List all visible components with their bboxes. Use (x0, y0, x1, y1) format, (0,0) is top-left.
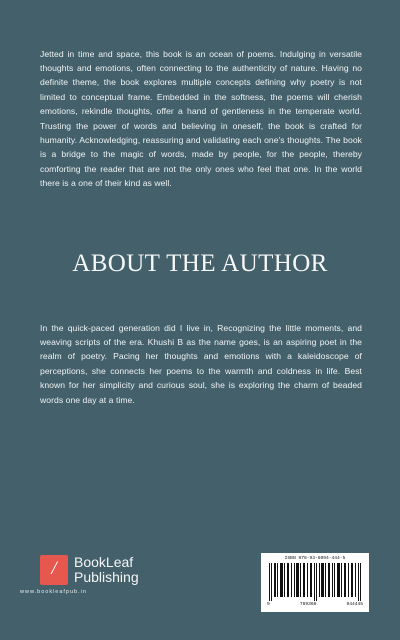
publisher-url: www.bookleafpub.in (20, 589, 87, 595)
author-bio: In the quick-paced generation did I live in, Recognizing the little moments, and weaving scripts of the era. Khushi B as the name goes, is an aspiring poet in the realm of poetry. Pacing her thoughts and emotions with a kaleidoscope of perceptions, she connects her poems to the warmth and coldness in life. Best known for her simplicity and curious soul, she is exploring the charm of beaded words one day at a time. (40, 322, 362, 405)
barcode-digits-right: 944445 (346, 602, 363, 607)
barcode-digits (267, 602, 363, 607)
isbn-barcode (261, 553, 369, 612)
barcode-bars (267, 563, 363, 601)
back-cover-blurb: Jetted in time and space, this book is an ocean of poems. Indulging in versatile thoughts and emotions, often connecting to the authenticity of nature. Having no definite theme, the book explores multiple concepts defining why poetry is not limited to conceptual frame. Embedded in the softness, the poems will cherish emotions, rekindle thoughts, offer a hand of gentleness in the temperate world. Trusting the power of words and believing in oneself, the book is crafted for humanity. Acknowledging, reassuring and validating each one's thoughts. The book is a bridge to the magic of words, made by people, for the people, thereby comforting the reader that are not the only ones who feel that one. In the world there is a one of their kind as well. (40, 48, 362, 189)
barcode-digits-mid: 789360 (299, 602, 317, 607)
about-the-author-heading: ABOUT THE AUTHOR (72, 250, 328, 277)
publisher-name-line2: Publishing (74, 569, 139, 585)
publisher-mark-icon (40, 555, 68, 585)
isbn-text: ISBN 978-93-6094-444-5 (284, 556, 346, 561)
publisher-name-line1: BookLeaf (74, 554, 134, 570)
publisher-mark-glyph: / (51, 558, 57, 579)
barcode-digits-left: 9 (267, 602, 270, 607)
